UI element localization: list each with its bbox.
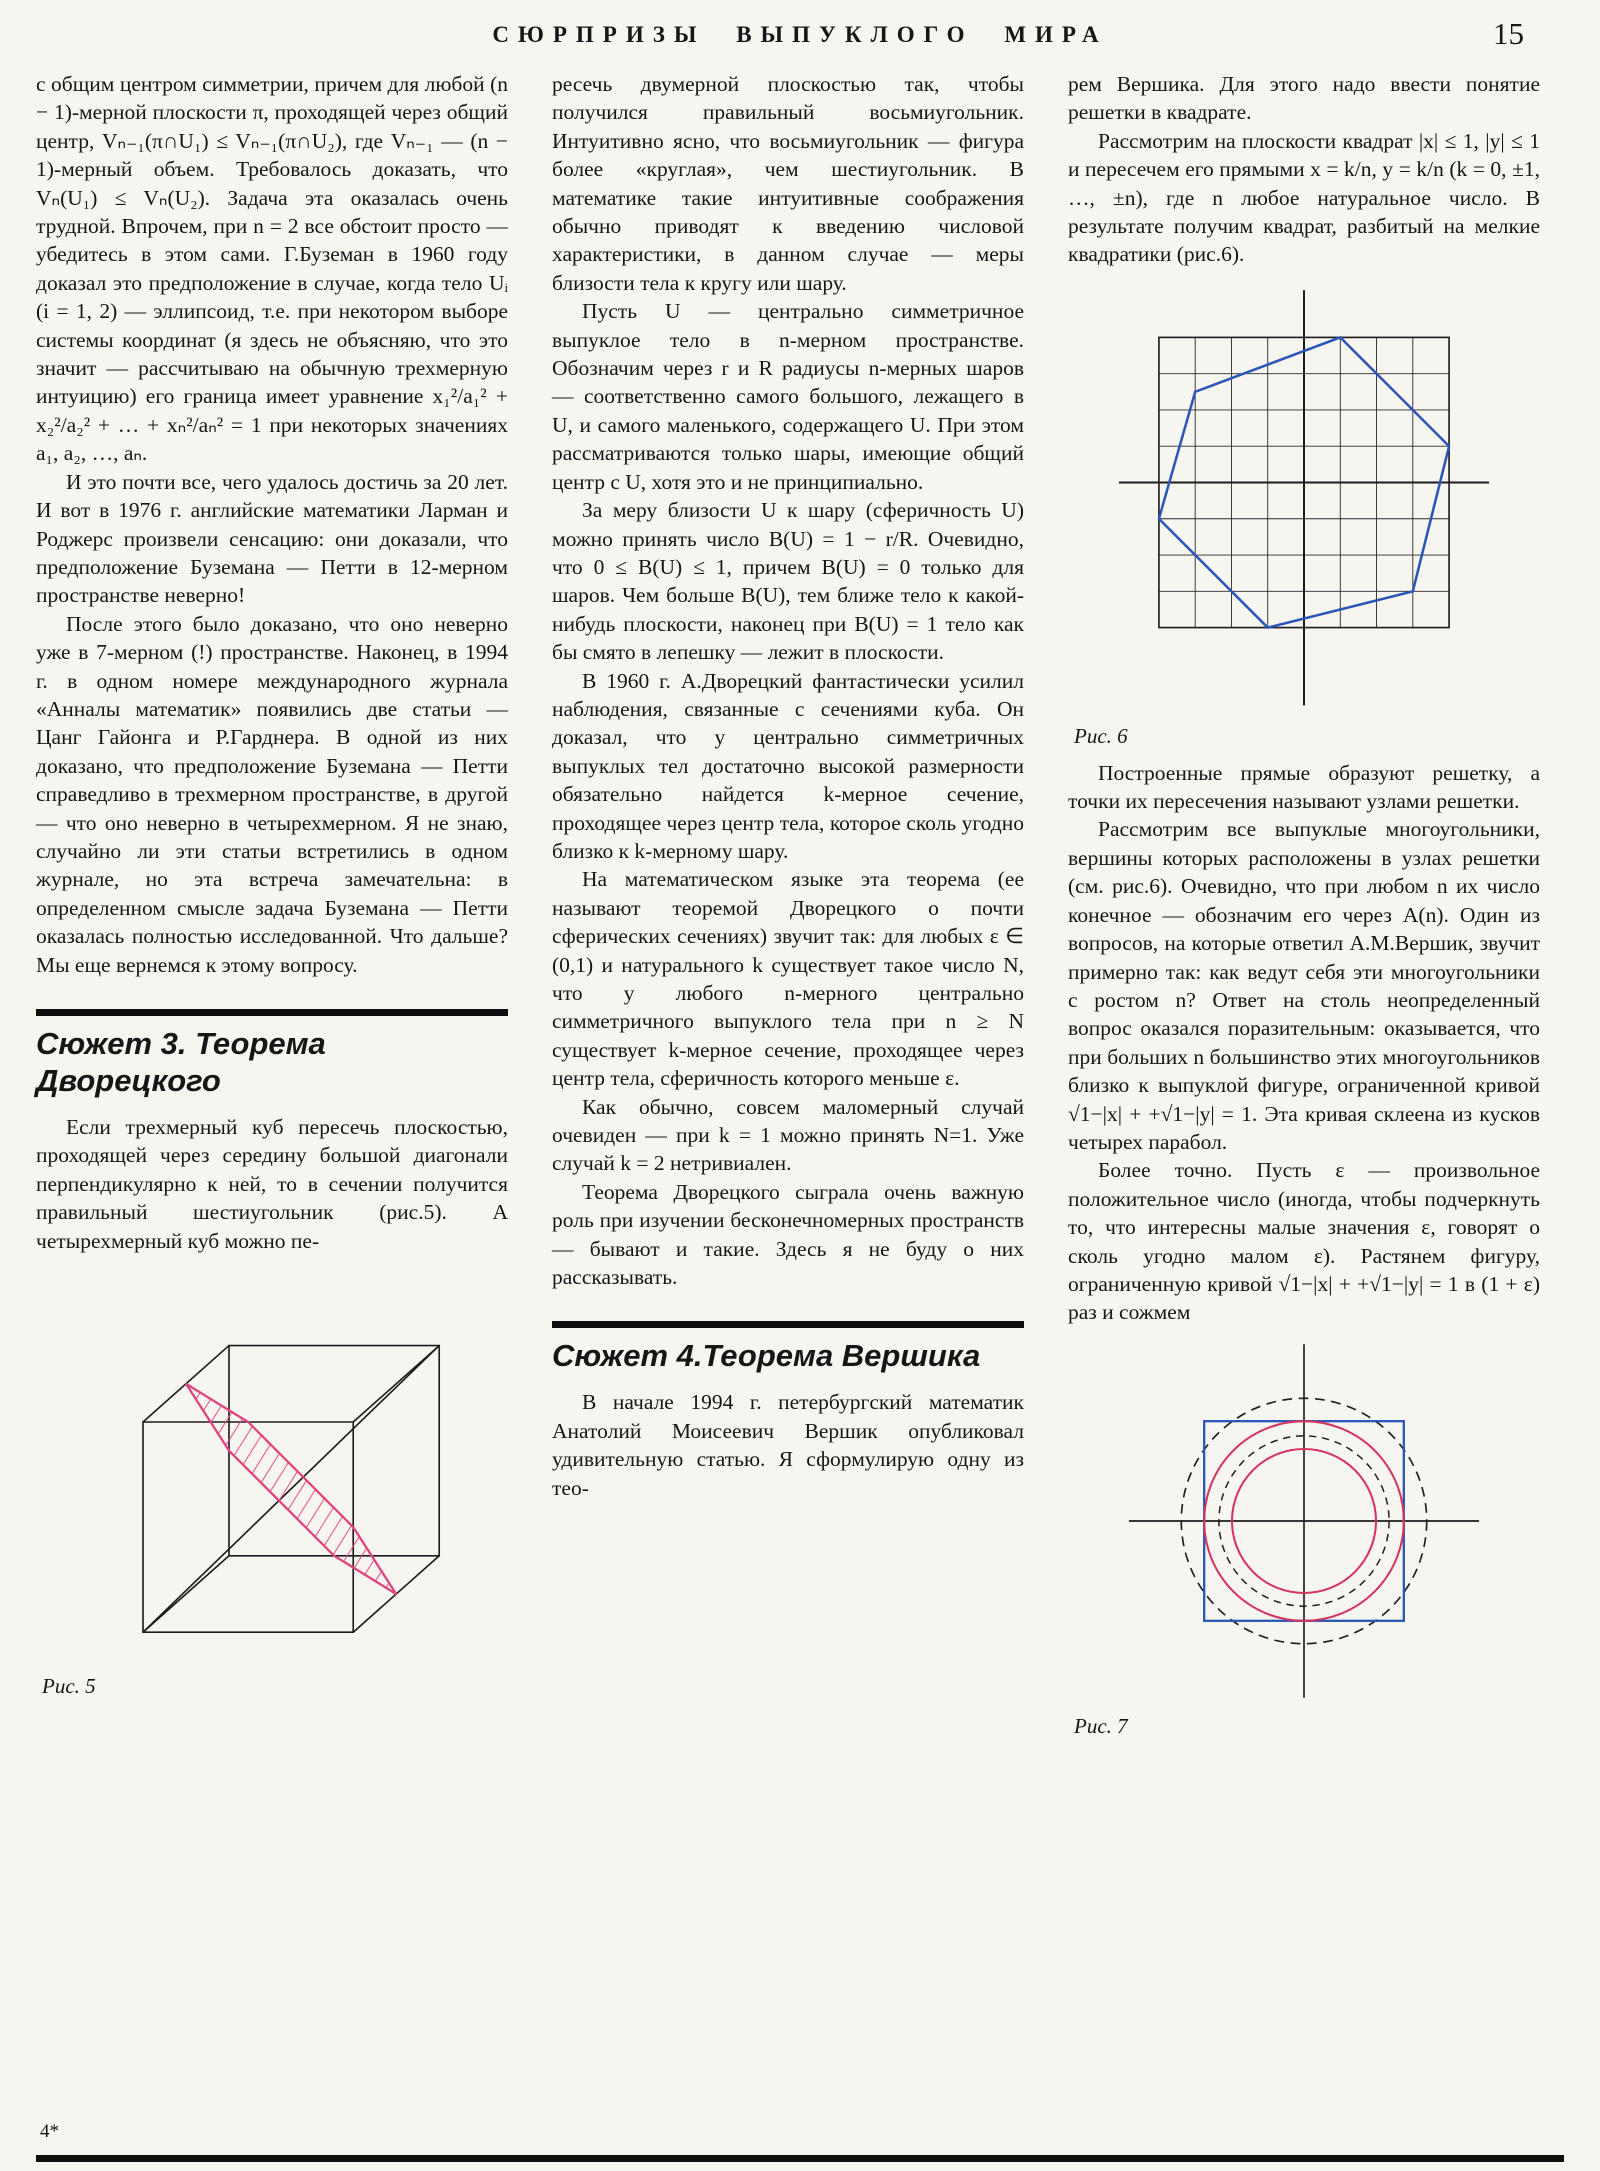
paragraph: На математическом языке эта теорема (ее называют теоремой Дворецкого о почти сферических сечениях) звучит так: для любых ε ∈ (0,1) и натурального k существует такое число N, что у любого n-мерного центрально симметричного выпуклого тела при n ≥ N существует k-мерное сечение, проходящее через центр тела, сферичность которого меньше ε. bbox=[552, 867, 1024, 1091]
paragraph: Если трехмерный куб пересечь плоскостью, проходящей через середину большой диагонали перпендикулярно к ней, то в сечении получится правильный шестиугольник (рис.5). А четырехмерный куб можно пе- bbox=[36, 1115, 508, 1253]
paragraph: Как обычно, совсем маломерный случай очевиден — при k = 1 можно принять N=1. Уже случай k = 2 нетривиален. bbox=[552, 1094, 1024, 1176]
figure-5-caption: Рис. 5 bbox=[42, 1674, 96, 1699]
paragraph: Теорема Дворецкого сыграла очень важную роль при изучении бесконечномерных пространств — бывают и такие. Здесь я не буду о них рассказывать. bbox=[552, 1179, 1024, 1290]
paragraph: В начале 1994 г. петербургский математик Анатолий Моисеевич Вершик опубликовал удивительную статью. Я сформулирую одну из тео- bbox=[552, 1390, 1024, 1500]
paragraph: Рассмотрим на плоскости квадрат |x| ≤ 1, |y| ≤ 1 и пересечем его прямыми x = k/n, y = k/n (k = 0, ±1, …, ±n), где n любое натуральное число. В результате получим квадрат, разбитый на мелкие квадратики (рис.6). bbox=[1068, 128, 1540, 267]
column-3 bbox=[1068, 70, 1540, 1749]
paragraph: После этого было доказано, что оно неверно уже в 7-мерном (!) пространстве. Наконец, в 1994 г. в одном номере международного журнала «Анналы математик» появились две статьи — Цанг Гайонга и Р.Гарднера. В одной из них доказано, что предположение Буземана — Петти справедливо в трехмерном пространстве, в другой — что оно неверно в четырехмерном. Я не знаю, случайно ли эти статьи встретились в одном журнале, но эта встреча замечательна: в определенном смысле задача Буземана — Петти оказалась полностью исследованной. Что дальше? Мы еще вернемся к этому вопросу. bbox=[36, 611, 508, 977]
section-title-4: Сюжет 4.Теорема Вершика bbox=[552, 1338, 981, 1374]
figure-5 bbox=[36, 1269, 508, 1668]
paragraph: Пусть U — центрально симметричное выпуклое тело в n-мерном пространстве. Обозначим через r и R радиусы n-мерных шаров — соответственно самого большого, лежащего в U, и самого маленького, содержащего U. При этом рассматриваются только шары, имеющие общий центр с U, хотя это и не принципиально. bbox=[552, 299, 1024, 494]
hatched-hexagonal-section bbox=[186, 1384, 396, 1594]
paragraph: с общим центром симметрии, причем для любой (n − 1)-мерной плоскости π, проходящей через общий центр, Vₙ₋₁(π∩U₁) ≤ Vₙ₋₁(π∩U₂), где Vₙ₋₁ — (n − 1)-мерный объем. Требовалось доказать, что Vₙ(U₁) ≤ Vₙ(U₂). Задача эта оказалась очень трудной. Впрочем, при n = 2 все обстоит просто — убедитесь в этом сами. Г.Буземан в 1960 году доказал это предположение в случае, когда тело Uᵢ (i = 1, 2) — эллипсоид, т.е. при некотором выборе системы координат (я здесь не объясняю, что это значит — рассчитываю на обычную трехмерную интуицию) его граница имеет уравнение x₁²/a₁² + x₂²/a₂² + … + xₙ²/aₙ² = 1 при некоторых значениях a₁, a₂, …, aₙ. bbox=[36, 72, 508, 466]
figure-6 bbox=[1068, 283, 1540, 718]
section-title-3: Сюжет 3. Теорема Дворецкого bbox=[36, 1026, 326, 1098]
running-head-title: СЮРПРИЗЫ ВЫПУКЛОГО МИРА bbox=[492, 22, 1108, 47]
heading-rule bbox=[36, 1009, 508, 1016]
paragraph: В 1960 г. А.Дворецкий фантастически усилил наблюдения, связанные с сечениями куба. Он доказал, что у центрально симметричных выпуклых тел достаточно высокой размерности обязательно найдется k-мерное сечение, проходящее через центр тела, которое сколь угодно близко к k-мерному шару. bbox=[552, 668, 1024, 863]
lattice-square-polygon-drawing bbox=[1104, 283, 1504, 711]
paragraph: Более точно. Пусть ε — произвольное положительное число (иногда, чтобы подчеркнуть то, что интересны малые значения ε, говорят о сколь угодно малом ε). Растянем фигуру, ограниченную кривой √1−|x| + +√1−|y| = 1 в (1 + ε) раз и сожмем bbox=[1068, 1158, 1540, 1325]
figure-6-caption: Рис. 6 bbox=[1074, 724, 1128, 749]
section-heading-4 bbox=[552, 1321, 1024, 1374]
page-number: 15 bbox=[1493, 16, 1524, 51]
paragraph: Рассмотрим все выпуклые многоугольники, вершины которых расположены в узлах решетки (см. рис.6). Очевидно, что при любом n их число конечное — обозначим его через A(n). Один из вопросов, на которые ответил А.М.Вершик, звучит примерно так: как ведут себя эти многоугольники с ростом n? Ответ на столь неопределенный вопрос оказался поразительным: оказывается, что при больших n большинство этих многоугольников близко к выпуклой фигуре, ограниченной кривой √1−|x| + +√1−|y| = 1. Эта кривая склеена из кусков четырех парабол. bbox=[1068, 817, 1540, 1154]
column-1 bbox=[36, 70, 508, 1749]
heading-rule bbox=[552, 1321, 1024, 1328]
paragraph: Построенные прямые образуют решетку, а точки их пересечения называют узлами решетки. bbox=[1068, 760, 1540, 814]
signature-mark: 4* bbox=[40, 2121, 59, 2142]
bottom-rule bbox=[36, 2155, 1564, 2162]
column-2 bbox=[552, 70, 1024, 1749]
figure-7 bbox=[1068, 1341, 1540, 1708]
page-header bbox=[36, 16, 1564, 64]
paragraph: ресечь двумерной плоскостью так, чтобы получился правильный восьмиугольник. Интуитивно ясно, что восьмиугольник — фигура более «круглая», чем шестиугольник. В математике такие интуитивные соображения обычно приводят к введению числовой характеристики, в данном случае — меры близости тела к кругу или шару. bbox=[552, 72, 1024, 295]
cube-hexagonal-section-drawing bbox=[57, 1269, 487, 1661]
paragraph: За меру близости U к шару (сферичность U) можно принять число B(U) = 1 − r/R. Очевидно, что 0 ≤ B(U) ≤ 1, причем B(U) = 0 только для шаров. Чем больше B(U), тем ближе тело к какой-нибудь плоскости, наконец при B(U) = 1 тело как бы смято в лепешку — лежит в плоскости. bbox=[552, 498, 1024, 665]
paragraph: рем Вершика. Для этого надо ввести понятие решетки в квадрате. bbox=[1068, 72, 1540, 125]
paragraph: И это почти все, чего удалось достичь за 20 лет. И вот в 1976 г. английские математики Ларман и Роджерс произвели сенсацию: они доказали, что предположение Буземана — Петти в 12-мерном пространстве неверно! bbox=[36, 469, 508, 608]
coordinate-axes bbox=[1119, 290, 1489, 705]
text-columns bbox=[36, 70, 1564, 1749]
figure-7-caption: Рис. 7 bbox=[1074, 1714, 1128, 1739]
square-circles-drawing bbox=[1124, 1341, 1484, 1701]
section-heading-3 bbox=[36, 1009, 508, 1099]
